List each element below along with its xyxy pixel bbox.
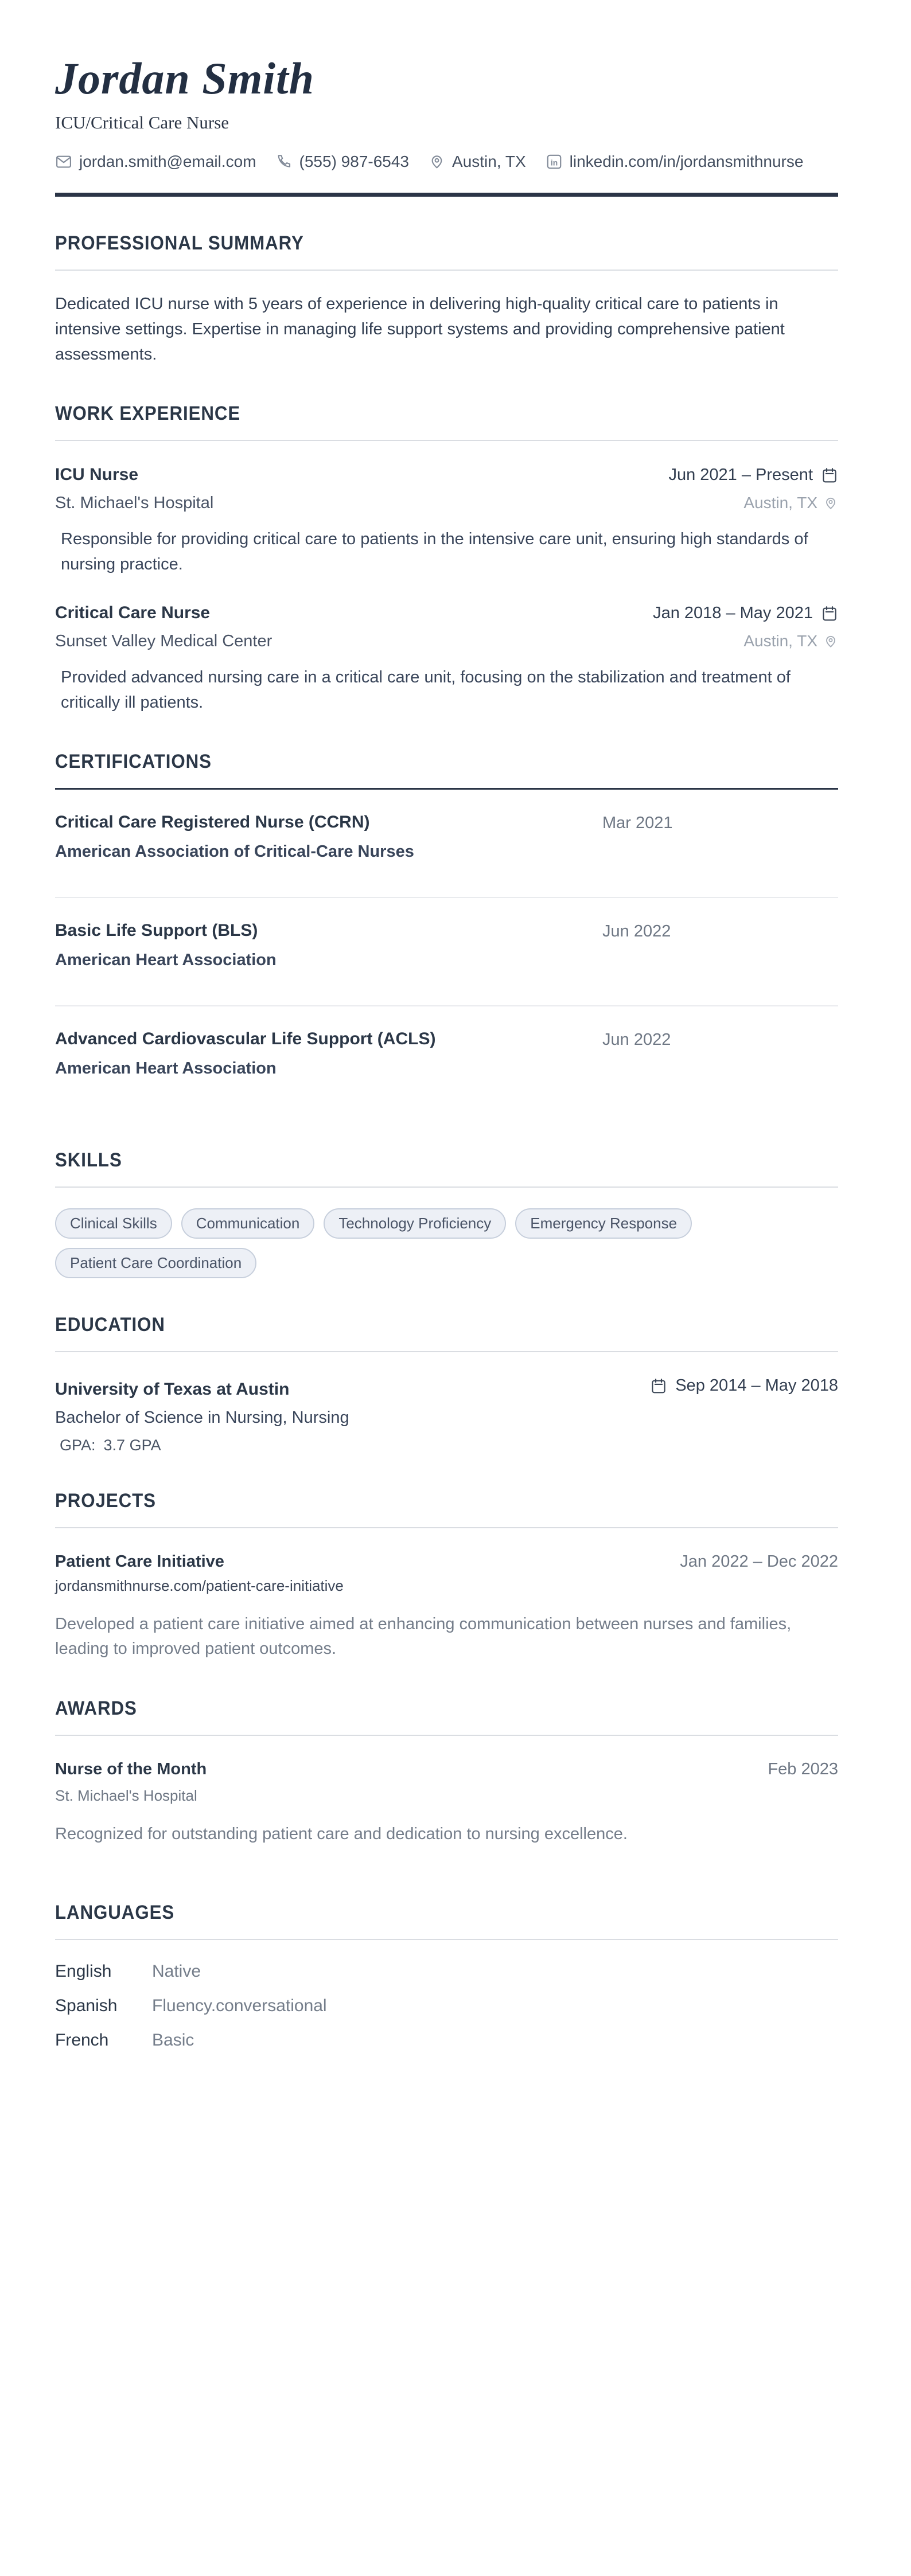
section-certifications [55,751,838,1114]
project-url[interactable]: jordansmithnurse.com/patient-care-initiative [55,1576,344,1594]
section-divider [55,1735,838,1736]
education-school: University of Texas at Austin [55,1379,290,1399]
languages-table [55,1962,838,2050]
section-divider [55,1351,838,1352]
section-work-experience [55,403,838,715]
work-company: St. Michael's Hospital [55,494,214,513]
award-date: Feb 2023 [768,1759,838,1778]
section-heading-skills: SKILLS [55,1149,122,1172]
work-location [743,494,838,512]
work-description: Responsible for providing critical care to patients in the intensive care unit, ensuring high standards of nursing practice. [61,530,808,574]
certification-issuer: American Association of Critical-Care Nurses [55,842,414,861]
skills-chip-list [55,1208,838,1278]
certification-item [55,790,838,898]
language-name: English [55,1962,112,1981]
location-pin-icon [823,495,838,510]
gpa-label: GPA: [60,1436,96,1454]
location-pin-icon [429,153,445,170]
certification-issuer: American Heart Association [55,1059,277,1078]
person-job-title: ICU/Critical Care Nurse [55,112,229,132]
contact-location [429,153,526,171]
calendar-icon [650,1377,667,1395]
language-name: French [55,2031,109,2050]
certification-date: Jun 2022 [602,922,671,941]
work-dates [653,604,838,623]
certification-item [55,898,838,1006]
work-location [743,632,838,650]
section-professional-summary [55,232,838,367]
project-dates: Jan 2022 – Dec 2022 [680,1552,838,1571]
work-dates [668,466,838,485]
mail-icon [55,153,72,170]
award-description: Recognized for outstanding patient care and dedication to nursing excellence. [55,1824,628,1843]
section-heading-projects: PROJECTS [55,1489,156,1512]
work-location-text: Austin, TX [743,494,817,512]
project-name: Patient Care Initiative [55,1552,224,1571]
skill-chip: Emergency Response [515,1208,692,1239]
education-gpa [55,1437,838,1454]
work-dates-text: Jan 2018 – May 2021 [653,604,813,623]
section-awards [55,1697,838,1847]
contact-phone-text: (555) 987-6543 [299,152,410,170]
language-level: Native [152,1962,201,1981]
section-heading-education: EDUCATION [55,1314,165,1336]
education-degree: Bachelor of Science in Nursing, Nursing [55,1408,349,1427]
section-divider [55,1939,838,1940]
section-divider [55,270,838,271]
work-dates-text: Jun 2021 – Present [668,466,813,485]
award-issuer: St. Michael's Hospital [55,1786,197,1804]
section-heading-work-experience: WORK EXPERIENCE [55,403,241,425]
section-heading-languages: LANGUAGES [55,1902,175,1924]
certification-name: Basic Life Support (BLS) [55,921,258,940]
education-dates-text: Sep 2014 – May 2018 [675,1376,838,1395]
contact-phone[interactable] [276,153,409,171]
certification-name: Advanced Cardiovascular Life Support (ACLS) [55,1029,436,1049]
header-divider [55,193,838,197]
resume-header [55,55,838,197]
summary-text: Dedicated ICU nurse with 5 years of experience in delivering high-quality critical care to patients in intensive settings. Expertise in managing life support systems and providing comprehensive patient assessments. [55,294,785,364]
work-job-title: Critical Care Nurse [55,603,211,623]
language-name: Spanish [55,1996,118,2016]
contact-row [55,153,838,171]
gpa-value: 3.7 GPA [103,1436,161,1454]
section-divider [55,440,838,441]
work-item [55,603,838,715]
contact-linkedin[interactable] [546,153,804,171]
certification-name: Critical Care Registered Nurse (CCRN) [55,813,370,832]
contact-email[interactable] [55,153,256,171]
contact-email-text: jordan.smith@email.com [79,152,256,170]
skill-chip: Communication [181,1208,315,1239]
phone-icon [276,153,293,170]
section-languages [55,1902,838,2050]
section-heading-certifications: CERTIFICATIONS [55,751,212,773]
location-pin-icon [823,634,838,649]
language-level: Basic [152,2031,194,2050]
contact-location-text: Austin, TX [452,152,526,170]
section-heading-professional-summary: PROFESSIONAL SUMMARY [55,232,304,254]
section-education [55,1314,838,1454]
calendar-icon [821,467,838,484]
work-job-title: ICU Nurse [55,465,139,485]
linkedin-icon [546,153,563,170]
skill-chip: Patient Care Coordination [55,1248,256,1278]
project-description: Developed a patient care initiative aimed at enhancing communication between nurses and families, leading to improved patient outcomes. [55,1614,792,1658]
skill-chip: Clinical Skills [55,1208,172,1239]
certification-date: Mar 2021 [602,814,673,833]
calendar-icon [821,605,838,622]
section-projects [55,1490,838,1662]
language-level: Fluency.conversational [152,1996,327,2016]
skill-chip: Technology Proficiency [324,1208,506,1239]
section-heading-awards: AWARDS [55,1697,137,1719]
work-location-text: Austin, TX [743,632,817,650]
certification-date: Jun 2022 [602,1031,671,1049]
section-divider [55,1186,838,1188]
section-skills [55,1149,838,1278]
work-description: Provided advanced nursing care in a critical care unit, focusing on the stabilization and treatment of critically ill patients. [61,668,791,712]
work-company: Sunset Valley Medical Center [55,632,272,651]
award-item [55,1760,838,1847]
section-divider [55,1527,838,1528]
education-dates [650,1376,838,1395]
person-name: Jordan Smith [55,53,315,103]
work-item [55,465,838,577]
svg-text:in: in [550,158,558,167]
certification-issuer: American Heart Association [55,951,277,970]
contact-linkedin-text: linkedin.com/in/jordansmithnurse [569,152,804,170]
education-item [55,1376,838,1454]
certification-item [55,1006,838,1114]
award-title: Nurse of the Month [55,1759,207,1778]
project-item [55,1552,838,1662]
